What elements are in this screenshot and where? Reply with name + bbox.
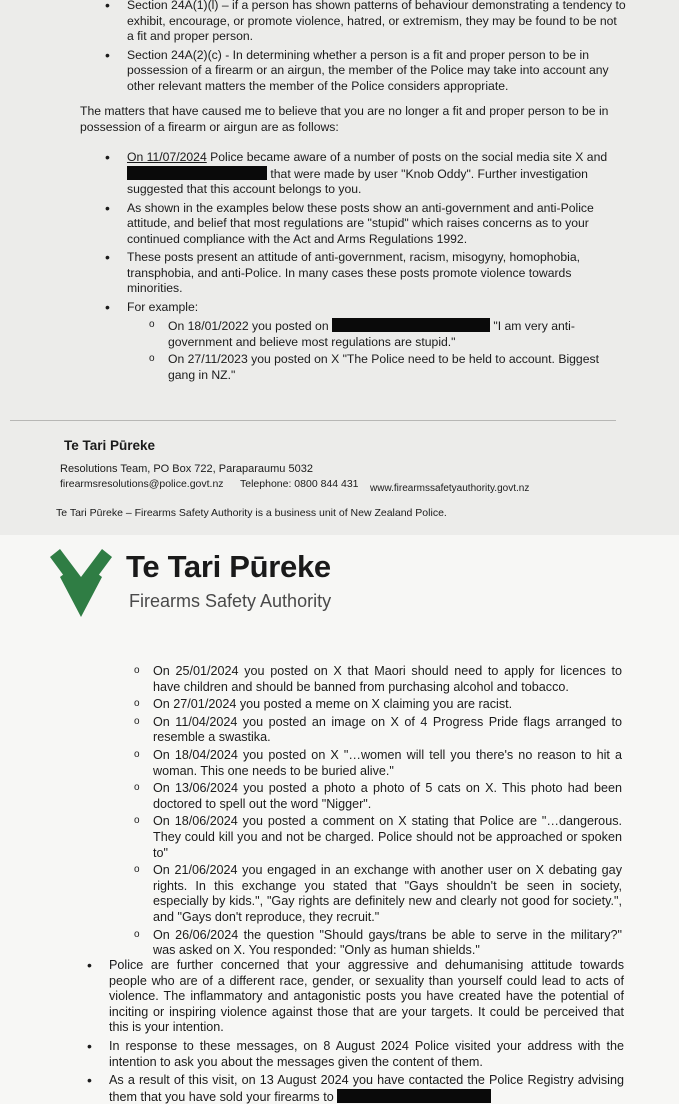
matter-item-4: • For example: bbox=[104, 300, 626, 316]
footer-email: firearmsresolutions@police.govt.nz bbox=[60, 478, 224, 490]
footer-address: Resolutions Team, PO Box 722, Paraparaumu 5032 bbox=[60, 463, 313, 475]
matter-text-b: that were made by user "Knob Oddy". Further investigation suggested that this account belongs to you. bbox=[127, 166, 588, 196]
letter-page-2 bbox=[0, 535, 679, 1104]
example-item: o On 25/01/2024 you posted on X that Maori should need to apply for licences to have children and should be banned from purchasing alcohol and tobacco. bbox=[128, 664, 622, 695]
examples-list-2 bbox=[128, 664, 622, 961]
footer-telephone: Telephone: 0800 844 431 bbox=[240, 478, 359, 490]
matters-intro: The matters that have caused me to believe that you are no longer a fit and proper person to be in possession of a firearm or airgun are as follows: bbox=[80, 104, 609, 134]
matter-date: On 11/07/2024 bbox=[127, 150, 207, 164]
matter-text-a: Police became aware of a number of posts on the social media site X and bbox=[210, 150, 608, 164]
example-item: o On 21/06/2024 you engaged in an exchange with another user on X debating gay rights. In this exchange you stated that "Gays shouldn't be seen in society, especially by kids.", "Gay rights are definitely new and clearly not good for society.", and "Gays don't reproduce, they recruit." bbox=[128, 863, 622, 925]
concern-text: As a result of this visit, on 13 August 2024 you have contacted the Police Registry advising them that you have sold your firearms to bbox=[109, 1073, 624, 1104]
matter-item-3: • These posts present an attitude of anti-government, racism, misogyny, homophobia, transphobia, and anti-Police. In many cases these posts promote violence towards minorities. bbox=[104, 250, 626, 297]
concerns-list bbox=[86, 958, 624, 1104]
matter-item-1 bbox=[104, 150, 626, 198]
example-text-a: On 18/01/2022 you posted on bbox=[168, 319, 329, 333]
example-text-b: "I am very anti-government and believe most regulations are stupid." bbox=[168, 319, 575, 349]
example-item-2: o On 27/11/2023 you posted on X "The Police need to be held to account. Biggest gang in NZ." bbox=[143, 352, 623, 383]
examples-list-1 bbox=[143, 318, 623, 385]
footer-note: Te Tari Pūreke – Firearms Safety Authority is a business unit of New Zealand Police. bbox=[56, 507, 447, 519]
example-item: o On 18/06/2024 you posted a comment on X stating that Police are "…dangerous. They could kill you and not be charged. Police should not be approached or spoken to" bbox=[128, 814, 622, 861]
matter-item-2: • As shown in the examples below these posts show an anti-government and anti-Police attitude, and belief that most regulations are "stupid" which raises concerns as to your continued compliance with the Act and Arms Regulations 1992. bbox=[104, 201, 626, 248]
example-item: o On 18/04/2024 you posted on X "…women will tell you there's no reason to hit a woman. This one needs to be buried alive." bbox=[128, 748, 622, 779]
redacted-block bbox=[127, 166, 267, 180]
example-item: o On 13/06/2024 you posted a photo a photo of 5 cats on X. This photo had been doctored to spell out the word "Nigger". bbox=[128, 781, 622, 812]
redacted-block bbox=[332, 318, 490, 332]
example-item: o On 27/01/2024 you posted a meme on X claiming you are racist. bbox=[128, 697, 622, 713]
footer-divider bbox=[10, 420, 616, 421]
matters-list bbox=[104, 150, 626, 318]
concern-item-3 bbox=[86, 1073, 624, 1104]
section-list bbox=[104, 0, 626, 97]
fsa-logo-icon bbox=[46, 547, 116, 619]
logo-title: Te Tari Pūreke bbox=[126, 549, 331, 584]
redacted-block bbox=[337, 1089, 491, 1103]
section-24a-1-l: • Section 24A(1)(l) – if a person has shown patterns of behaviour demonstrating a tendency to exhibit, encourage, or promote violence, hatred, or extremism, they may be found to be not a fit and proper person. bbox=[104, 0, 626, 45]
concern-item-1: • Police are further concerned that your aggressive and dehumanising attitude towards people who are of a different race, gender, or sexuality than yourself could lead to acts of violence. The inflammatory and antagonistic posts you have created have the potential of inciting or inspiring violence against those that are your targets. It could be perceived that this is your intention. bbox=[86, 958, 624, 1036]
section-24a-2-c: • Section 24A(2)(c) - In determining whether a person is a fit and proper person to be in possession of a firearm or an airgun, the member of the Police may take into account any other relevant matters the member of the Police considers appropriate. bbox=[104, 48, 626, 95]
example-item-1 bbox=[143, 318, 623, 350]
footer-org: Te Tari Pūreke bbox=[64, 438, 156, 453]
concern-item-2: • In response to these messages, on 8 August 2024 Police visited your address with the intention to ask you about the messages given the content of them. bbox=[86, 1039, 624, 1070]
example-item: o On 26/06/2024 the question "Should gays/trans be able to serve in the military?" was asked on X. You responded: "Only as human shields." bbox=[128, 928, 622, 959]
example-item: o On 11/04/2024 you posted an image on X of 4 Progress Pride flags arranged to resemble a swastika. bbox=[128, 715, 622, 746]
letter-page-1 bbox=[0, 0, 679, 535]
footer-website: www.firearmssafetyauthority.govt.nz bbox=[370, 483, 530, 494]
logo-subtitle: Firearms Safety Authority bbox=[129, 591, 332, 611]
